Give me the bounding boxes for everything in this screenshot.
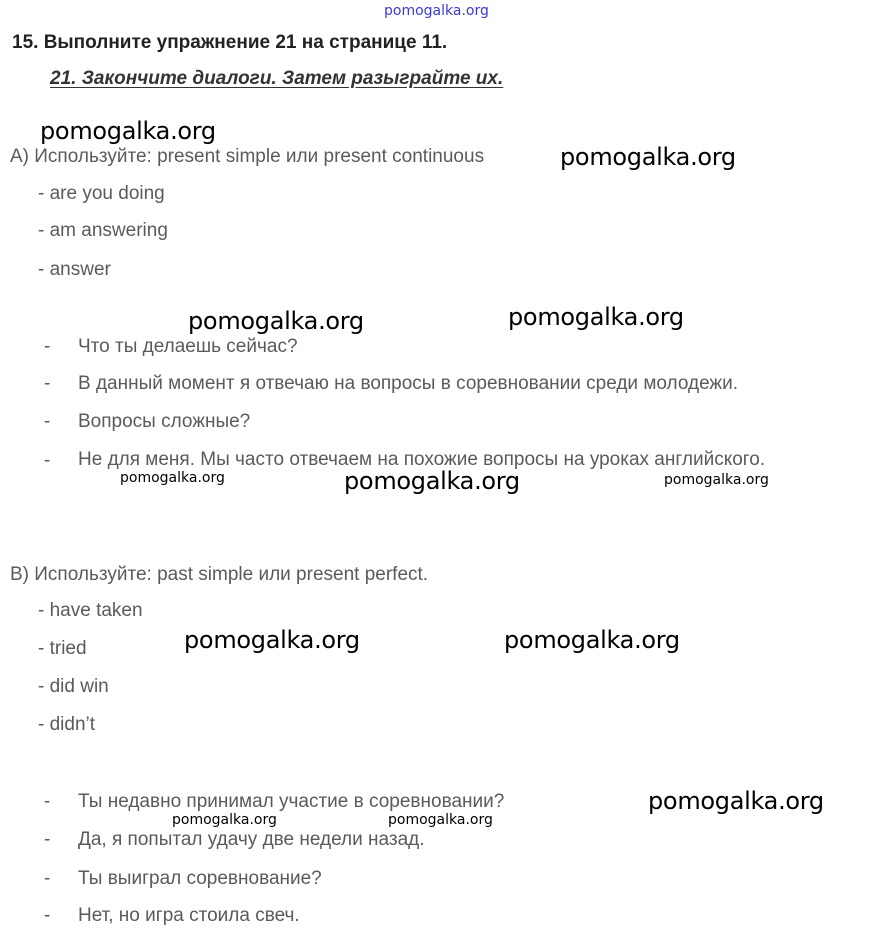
dialog-dash: - — [44, 450, 51, 471]
watermark: pomogalka.org — [40, 117, 216, 145]
section-a-dialog-line: В данный момент я отвечаю на вопросы в соревновании среди молодежи. — [78, 373, 739, 394]
section-b-phrase: - did win — [38, 676, 109, 697]
dialog-dash: - — [44, 791, 51, 812]
watermark: pomogalka.org — [120, 470, 225, 486]
dialog-dash: - — [44, 411, 51, 432]
watermark: pomogalka.org — [508, 303, 684, 331]
section-a-phrase: - are you doing — [38, 183, 165, 204]
watermark: pomogalka.org — [648, 787, 824, 815]
dialog-dash: - — [44, 336, 51, 357]
watermark: pomogalka.org — [344, 467, 520, 495]
dialog-dash: - — [44, 905, 51, 926]
section-a-label: A) Используйте: present simple или present continuous — [10, 146, 485, 167]
watermark: pomogalka.org — [664, 472, 769, 488]
section-b-phrase: - didn’t — [38, 714, 96, 735]
section-b-label: B) Используйте: past simple или present perfect. — [10, 564, 429, 585]
watermark: pomogalka.org — [172, 812, 277, 828]
task-title: 15. Выполните упражнение 21 на странице 11. — [12, 32, 448, 53]
watermark: pomogalka.org — [560, 143, 736, 171]
section-b-dialog-line: Нет, но игра стоила свеч. — [78, 905, 300, 926]
watermark-top: pomogalka.org — [384, 3, 489, 19]
section-b-dialog-line: Ты недавно принимал участие в соревновании? — [78, 791, 505, 812]
section-b-phrase: - have taken — [38, 600, 143, 621]
section-a-dialog-line: Что ты делаешь сейчас? — [78, 336, 298, 357]
dialog-dash: - — [44, 373, 51, 394]
watermark: pomogalka.org — [184, 626, 360, 654]
watermark: pomogalka.org — [504, 626, 680, 654]
dialog-dash: - — [44, 829, 51, 850]
section-a-dialog-line: Не для меня. Мы часто отвечаем на похожие вопросы на уроках английского. — [78, 449, 766, 470]
section-b-dialog-line: Ты выиграл соревнование? — [78, 868, 322, 889]
section-b-phrase: - tried — [38, 638, 87, 659]
watermark: pomogalka.org — [188, 307, 364, 335]
section-a-phrase: - answer — [38, 259, 111, 280]
section-b-dialog-line: Да, я попытал удачу две недели назад. — [78, 829, 425, 850]
watermark: pomogalka.org — [388, 812, 493, 828]
section-a-phrase: - am answering — [38, 220, 168, 241]
section-a-dialog-line: Вопросы сложные? — [78, 411, 251, 432]
exercise-title: 21. Закончите диалоги. Затем разыграйте их. — [50, 68, 504, 89]
dialog-dash: - — [44, 868, 51, 889]
